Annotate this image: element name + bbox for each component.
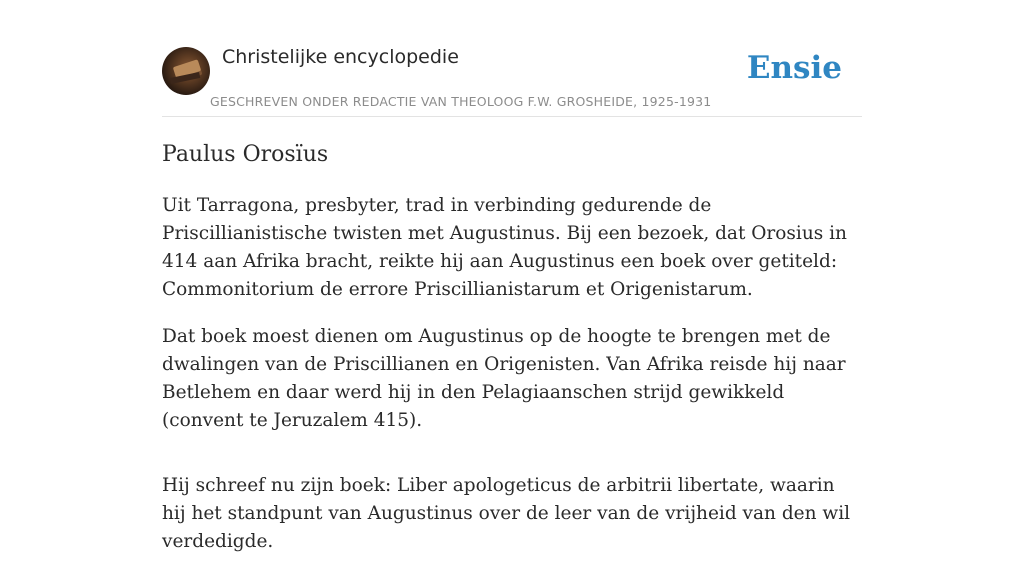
article-paragraph: Dat boek moest dienen om Augustinus op de hoogte te brengen met de dwalingen van de Priscillianen en Origenisten. Van Afrika reisde hij naar Betlehem en daar werd hij in den Pelagiaanschen strijd gewikkeld (convent te Jeruzalem 415).: [162, 326, 846, 431]
encyclopedia-avatar[interactable]: [162, 47, 210, 95]
article-content: [162, 140, 852, 575]
encyclopedia-subtitle: GESCHREVEN ONDER REDACTIE VAN THEOLOOG F.W. GROSHEIDE, 1925-1931: [210, 94, 712, 109]
ensie-logo-link[interactable]: Ensie: [746, 50, 842, 86]
article-paragraph: Uit Tarragona, presbyter, trad in verbinding gedurende de Priscillianistische twisten met Augustinus. Bij een bezoek, dat Orosius in 414 aan Afrika bracht, reikte hij aan Augustinus een boek over getiteld: Commonitorium de errore Priscillianistarum et Origenistarum.: [162, 195, 847, 300]
encyclopedia-title[interactable]: Christelijke encyclopedie: [222, 46, 459, 68]
article-paragraph: Hij schreef nu zijn boek: Liber apologeticus de arbitrii libertate, waarin hij het standpunt van Augustinus over de leer van de vrijheid van den wil verdedigde.: [162, 475, 851, 552]
article-title: Paulus Orosïus: [162, 142, 329, 167]
site-header: [162, 40, 862, 117]
